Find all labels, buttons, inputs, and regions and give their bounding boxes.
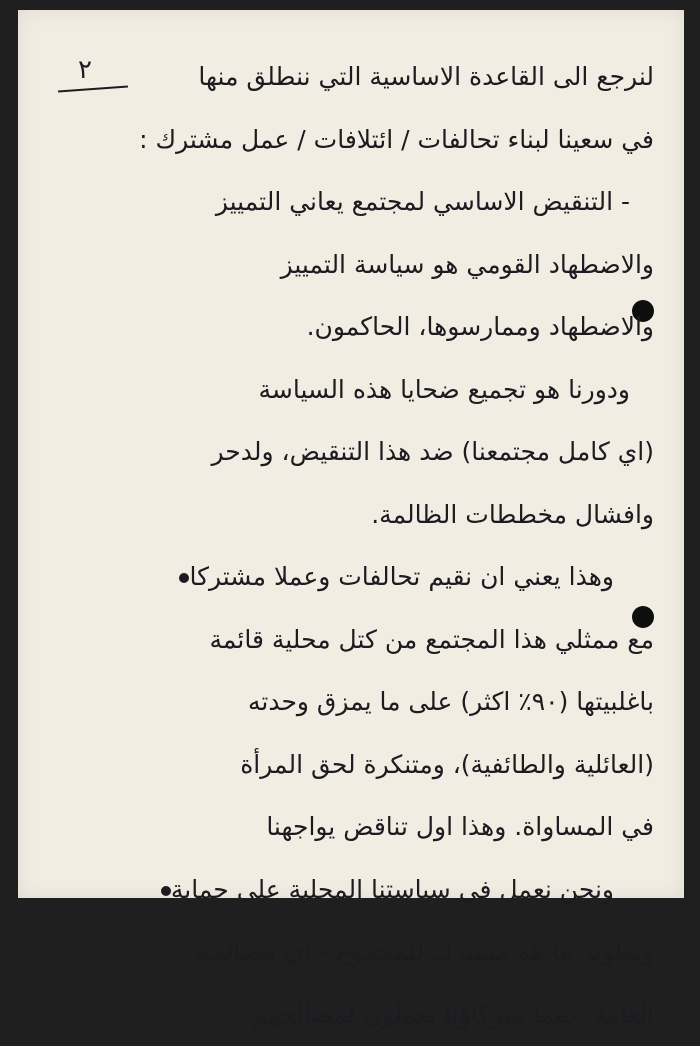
text-line [42,46,654,109]
line-text: والاضطهاد القومي هو سياسة التمييز [281,250,654,279]
line-text: في سعينا لبناء تحالفات / ائتلافات / عمل مشترك : [139,125,654,154]
line-text: ونحن نعمل في سياستنا المحلية على حماية [171,875,614,904]
line-text: - التنقيض الاساسي لمجتمع يعاني التمييز [216,187,630,216]
text-line [42,609,654,672]
line-text: (اي كامل مجتمعنا) ضد هذا التنقيض، ولدحر [212,437,655,466]
line-text: (العائلية والطائفية)، ومتنكرة لحق المرأة [240,750,654,779]
text-line [42,734,654,797]
page-number: ٢ [78,55,92,85]
bullet-icon [161,886,171,896]
text-line [42,671,654,734]
text-line [42,421,654,484]
line-text: وافشال مخططات الظالمة. [371,500,654,529]
text-line [42,171,654,234]
line-text: العامة. بينما شركاؤنا يعملون لمصالحهم [252,1000,654,1029]
line-text: في المساواة. وهذا اول تناقض يواجهنا [266,812,654,841]
document-page [18,10,684,898]
text-line [42,921,654,984]
text-line [42,484,654,547]
line-text: مع ممثلي هذا المجتمع من كتل محلية قائمة [210,625,654,654]
text-line [42,546,654,609]
line-text: وهذا يعني ان نقيم تحالفات وعملا مشتركا [189,562,614,591]
handwritten-text [42,46,654,1046]
text-line [42,796,654,859]
text-line [42,296,654,359]
line-text: ودورنا هو تجميع ضحايا هذه السياسة [259,375,631,404]
text-line [42,234,654,297]
line-text: لنرجع الى القاعدة الاساسية التي ننطلق منها [198,62,654,91]
text-line [42,859,654,922]
line-text: والاضطهاد وممارسوها، الحاكمون. [307,312,654,341]
text-line [42,359,654,422]
line-text: وتطوير ما هو مشترك للمجموع - اي مصالحه [196,937,654,966]
text-line [42,984,654,1046]
bullet-icon [179,573,189,583]
line-text: باغلبيتها (٩٠٪ اكثر) على ما يمزق وحدته [248,687,654,716]
text-line [42,109,654,172]
